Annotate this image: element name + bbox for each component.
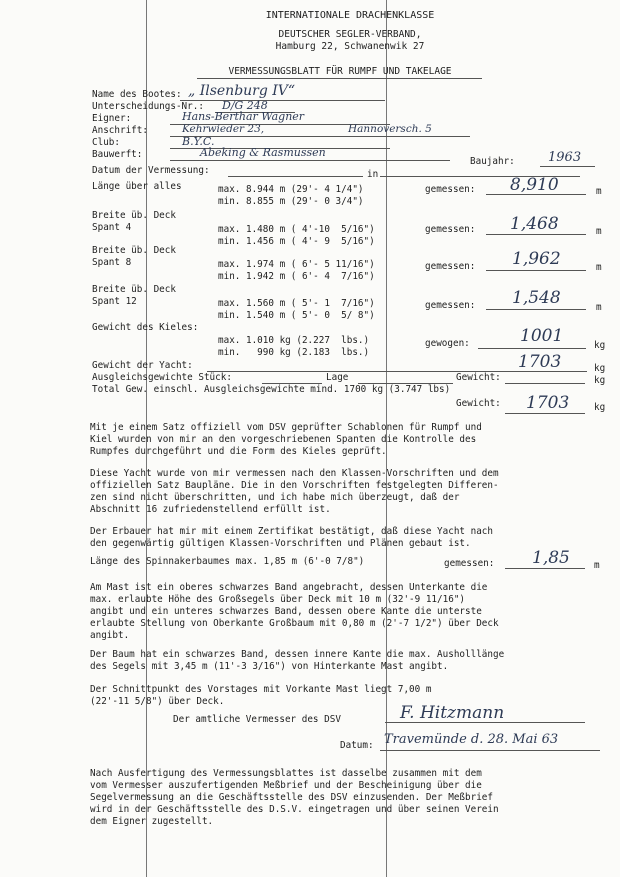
paragraph-mast-bands: Am Mast ist ein oberes schwarzes Band angebracht, dessen Unterkante die max. erlaubte Höhe des Großsegels über Deck mit 10 m (32'-9 11/16") angibt und ein unteres schwarzes Band, dessen obere Kante die unterste erlaubte Stellung von Oberkante Großbaum mit 0,80 m (2'-7 1/2") über Deck angibt. [90,582,499,641]
ballast-weight-label: Gewicht: [456,372,501,383]
survey-date-label: Datum der Vermessung: [92,165,210,176]
class-heading: INTERNATIONALE DRACHENKLASSE [265,10,435,21]
spinnaker-pole-label: Länge des Spinnakerbaumes max. 1,85 m (6'-0 7/8") [90,556,365,567]
owner-label: Eigner: [92,113,132,124]
frame-4-label: Spant 4 [92,222,132,233]
yacht-weight-unit: kg [594,363,606,374]
boat-name-label: Name des Bootes: [92,89,182,100]
frame-12-measured-line [486,309,586,310]
signature-date-label: Datum: [340,740,374,751]
spinnaker-unit: m [594,560,600,571]
total-weight-value-label: Gewicht: [456,398,501,409]
length-unit: m [596,186,602,197]
length-measured-value: 8,910 [510,175,559,195]
signature-date-value: Travemünde d. 28. Mai 63 [384,732,559,747]
document-title: VERMESSUNGSBLATT FÜR RUMPF UND TAKELAGE [228,66,452,77]
frame-12-unit: m [596,302,602,313]
association-address: Hamburg 22, Schwanenwik 27 [275,41,425,52]
spinnaker-measured-line [505,568,585,569]
frame-12-measured-label: gemessen: [425,300,476,311]
build-year-value: 1963 [548,150,582,165]
address-value-street: Kehrwieder 23, [182,123,265,135]
survey-place-label: in [367,169,379,180]
association-name: DEUTSCHER SEGLER-VERBAND, [278,29,422,40]
frame-12-measured-value: 1,548 [512,288,561,308]
paragraph-builder-certificate: Der Erbauer hat mir mit einem Zertifikat bestätigt, daß diese Yacht nach den gegenwärtig gültigen Klassen-Vorschriften und Plänen gebaut ist. [90,526,493,549]
length-measured-line [486,194,586,195]
frame-8-measured-value: 1,962 [512,249,561,269]
frame-8-max: max. 1.974 m ( 6'- 5 11/16") [218,259,375,270]
spinnaker-measured-value: 1,85 [532,548,570,568]
yacht-weight-value: 1703 [518,352,562,372]
address-line [170,136,470,137]
build-year-line [540,166,595,167]
keel-weighed-line [478,348,586,349]
frame-8-min: min. 1.942 m ( 6'- 4 7/16") [218,271,375,282]
keel-weight-label: Gewicht des Kieles: [92,322,199,333]
ballast-position-label: Lage [326,372,349,383]
boat-name-line [180,100,385,101]
builder-line [170,160,450,161]
surveyor-signature-line [385,722,585,723]
length-label: Länge über alles [92,181,182,192]
title-underline [197,78,482,79]
length-min: min. 8.855 m (29'- 0 3/4") [218,196,364,207]
owner-value: Hans-Berthar Wagner [182,110,305,123]
total-weight-label: Total Gew. einschl. Ausgleichsgewichte mind. 1700 kg (3.747 lbs) [92,384,451,395]
frame-4-measured-line [486,234,586,235]
length-max: max. 8.944 m (29'- 4 1/4") [218,184,364,195]
paragraph-forestay: Der Schnittpunkt des Vorstages mit Vorkante Mast liegt 7,00 m (22'-11 5/8") über Deck. [90,684,432,707]
keel-weight-max: max. 1.010 kg (2.227 lbs.) [218,335,370,346]
ballast-weight-line [505,383,585,384]
frame-4-max: max. 1.480 m ( 4'-10 5/16") [218,224,375,235]
registration-label: Unterscheidungs-Nr.: [92,101,204,112]
spinnaker-measured-label: gemessen: [444,558,495,569]
frame-12-max: max. 1.560 m ( 5'- 1 7/16") [218,298,375,309]
address-label: Anschrift: [92,125,148,136]
beam-label-4: Breite üb. Deck [92,210,176,221]
surveyor-label: Der amtliche Vermesser des DSV [173,714,341,725]
frame-12-label: Spant 12 [92,296,137,307]
keel-weighed-value: 1001 [520,326,564,346]
keel-weighed-label: gewogen: [425,338,470,349]
club-label: Club: [92,137,120,148]
surveyor-signature: F. Hitzmann [400,703,505,723]
frame-8-label: Spant 8 [92,257,132,268]
survey-date-line [228,176,363,177]
frame-4-measured-label: gemessen: [425,224,476,235]
registration-value: D/G 248 [222,99,268,112]
ballast-count-label: Ausgleichsgewichte Stück: [92,372,232,383]
club-value: B.Y.C. [182,135,215,148]
frame-8-measured-line [486,270,586,271]
paragraph-submission: Nach Ausfertigung des Vermessungsblattes ist dasselbe zusammen mit dem vom Vermesser auszufertigenden Meßbrief und der Bescheinigung über die Segelvermessung an die Geschäftsstelle des DSV einzusenden. Der Meßbrief wird in der Geschäftsstelle des D.S.V. eingetragen und über seinen Verein dem Eigner zugestellt. [90,768,499,827]
frame-8-measured-label: gemessen: [425,261,476,272]
paragraph-class-rules: Diese Yacht wurde von mir vermessen nach den Klassen-Vorschriften und dem offiziellen Satz Baupläne. Die in den Vorschriften festgelegten Differen- zen sind nicht überschritten, und ich habe mich überzeugt, daß der Abschnitt 16 zufriedenstellend erfüllt ist. [90,468,499,515]
ballast-unit: kg [594,375,606,386]
build-year-label: Baujahr: [470,156,515,167]
yacht-weight-label: Gewicht der Yacht: [92,360,193,371]
frame-4-min: min. 1.456 m ( 4'- 9 5/16") [218,236,375,247]
frame-4-unit: m [596,226,602,237]
frame-12-min: min. 1.540 m ( 5'- 0 5/ 8") [218,310,375,321]
keel-unit: kg [594,340,606,351]
builder-label: Bauwerft: [92,149,143,160]
beam-label-12: Breite üb. Deck [92,284,176,295]
length-measured-label: gemessen: [425,184,476,195]
builder-value: Abeking & Rasmussen [200,146,326,159]
frame-4-measured-value: 1,468 [510,214,559,234]
address-value-city: Hannoversch. 5 [348,123,432,135]
paragraph-boom-band: Der Baum hat ein schwarzes Band, dessen innere Kante die max. Ausholllänge des Segels mit 3,45 m (11'-3 3/16") von Hinterkante Mast angibt. [90,649,505,672]
signature-date-line [380,750,600,751]
total-weight-line [505,413,585,414]
total-weight-value: 1703 [526,393,570,413]
beam-label-8: Breite üb. Deck [92,245,176,256]
keel-weight-min: min. 990 kg (2.183 lbs.) [218,347,370,358]
paragraph-templates: Mit je einem Satz offiziell vom DSV geprüfter Schablonen für Rumpf und Kiel wurden von mir an den vorgeschriebenen Spanten die Kontrolle des Rumpfes durchgeführt und die Form des Kieles geprüft. [90,422,482,457]
frame-8-unit: m [596,262,602,273]
total-weight-unit: kg [594,402,606,413]
boat-name-value: „ Ilsenburg IV“ [188,83,296,99]
